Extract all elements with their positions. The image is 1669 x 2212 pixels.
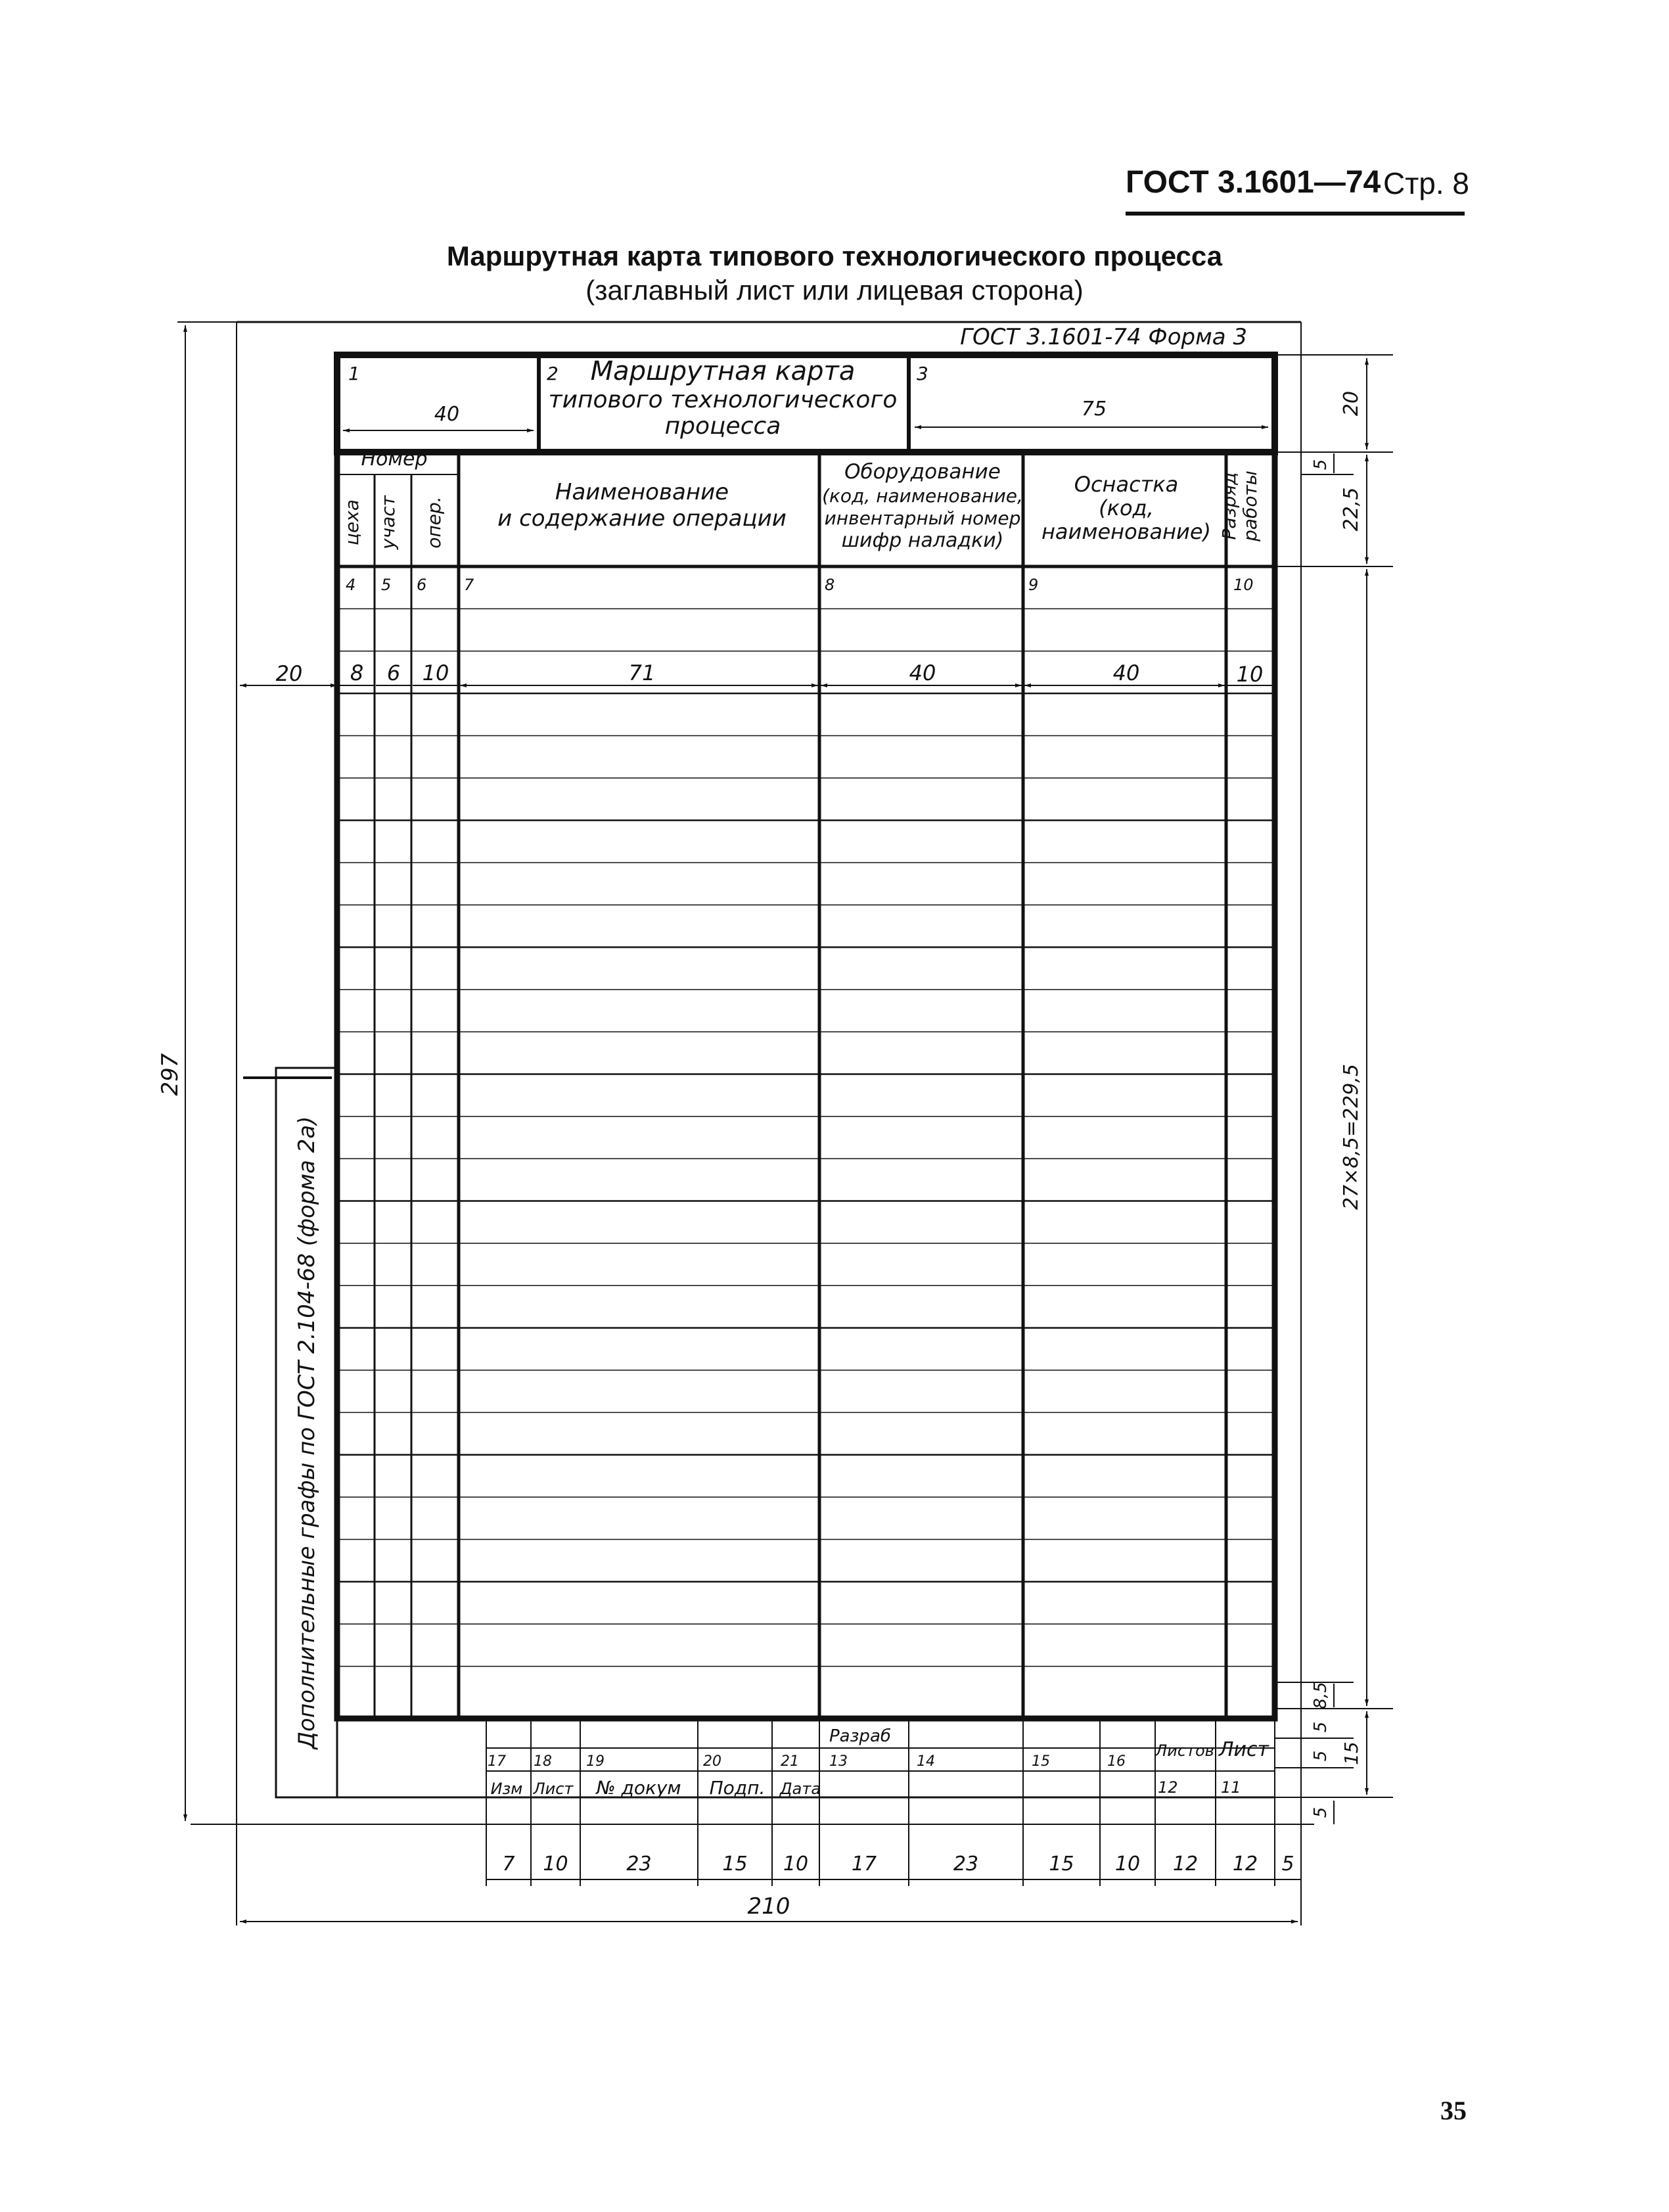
title-box-dim-right: 75 [1081, 398, 1107, 421]
page-dims [157, 325, 1298, 1922]
header-name-line2: и содержание операции [497, 505, 787, 532]
footer-podp: Подп. [709, 1777, 766, 1799]
header-tool-line3: наименование) [1041, 519, 1212, 544]
header-tool-line2: (код, [1099, 495, 1154, 520]
dim-right-15: 15 [1340, 1741, 1362, 1765]
dim-right-rows: 27×8,5=229,5 [1340, 1063, 1363, 1210]
bottom-dim-value: 10 [543, 1853, 568, 1876]
title-box-num2: 2 [547, 363, 559, 384]
bottom-dimensions [486, 1797, 1301, 1886]
header-equip-line4: шифр наладки) [841, 529, 1004, 552]
col-num-5: 5 [381, 576, 392, 594]
right-dims [1275, 355, 1393, 1824]
title-box-line1: Маршрутная карта [590, 356, 856, 386]
header-number: Номер [361, 448, 428, 471]
header-grade-line1: Разряд [1218, 472, 1240, 540]
width-col-7: 71 [628, 660, 656, 685]
width-col-9: 40 [1112, 660, 1140, 685]
dim-page-height: 297 [157, 1053, 183, 1096]
col-num-9: 9 [1028, 576, 1039, 594]
table-frame [337, 452, 1275, 1718]
bottom-dim-value: 15 [1049, 1853, 1074, 1876]
footer-n18: 18 [534, 1753, 552, 1770]
dim-left-margin: 20 [275, 661, 303, 686]
footer-n21: 21 [781, 1753, 799, 1770]
col-num-6: 6 [417, 576, 427, 594]
side-label: Дополнительные графы по ГОСТ 2.104-68 (форма 2а) [294, 1116, 320, 1749]
column-numbers [346, 576, 1254, 594]
footer-listov: Листов [1155, 1741, 1214, 1760]
dim-right-85: 8,5 [1311, 1682, 1331, 1709]
column-width-dims [240, 660, 1272, 687]
footer-razrab: Разраб [829, 1726, 891, 1746]
dim-right-225: 22,5 [1340, 487, 1363, 532]
footer-stamp [337, 1718, 1275, 1799]
bottom-dim-value: 7 [502, 1853, 515, 1876]
dim-right-top: 20 [1340, 390, 1363, 417]
route-table [337, 452, 1275, 1718]
bottom-dim-value: 5 [1281, 1853, 1294, 1876]
header-equip-line3: инвентарный номер [824, 507, 1021, 529]
bottom-dim-value: 12 [1232, 1853, 1258, 1876]
footer-izm: Изм [490, 1780, 523, 1798]
bottom-dim-value: 15 [722, 1853, 748, 1876]
footer-n14: 14 [917, 1753, 935, 1770]
page-number: 35 [1440, 2096, 1467, 2125]
col-num-7: 7 [464, 576, 474, 594]
header-tool-line1: Оснастка [1074, 472, 1179, 497]
footer-ndokum: № докум [596, 1777, 681, 1799]
footer-n16: 16 [1107, 1753, 1126, 1770]
header-name-line1: Наименование [555, 479, 729, 505]
footer-n19: 19 [586, 1753, 605, 1770]
bottom-dim-value: 23 [626, 1853, 652, 1876]
dim-page-width: 210 [747, 1893, 790, 1920]
title-box-num3: 3 [917, 363, 928, 384]
column-headers [341, 448, 1261, 552]
page-label: Стр. 8 [1383, 166, 1470, 200]
width-col-5: 6 [386, 660, 401, 685]
width-col-4: 8 [350, 660, 364, 685]
footer-n11: 11 [1221, 1778, 1241, 1797]
title-box-num1: 1 [348, 363, 360, 384]
header-equip-line1: Оборудование [844, 460, 1001, 484]
title-box-dim-left: 40 [434, 403, 460, 426]
footer-n20: 20 [703, 1753, 721, 1770]
header-equip-line2: (код, наименование, [822, 485, 1023, 507]
footer-n13: 13 [829, 1753, 848, 1770]
col-num-4: 4 [346, 576, 356, 594]
title-box-line2: типового технологического [548, 386, 898, 413]
document-title: Маршрутная карта типового технологического процесса [446, 241, 1223, 271]
dim-right-5b: 5 [1311, 1750, 1331, 1762]
col-num-8: 8 [825, 576, 835, 594]
width-col-8: 40 [909, 660, 936, 685]
standard-number: ГОСТ 3.1601—74 [1126, 165, 1381, 200]
footer-n15: 15 [1032, 1753, 1050, 1770]
width-col-6: 10 [422, 660, 449, 685]
header-operation: опер. [423, 496, 445, 549]
header-grade-line2: работы [1239, 471, 1261, 541]
bottom-dim-value: 10 [783, 1853, 809, 1876]
col-num-10: 10 [1233, 576, 1254, 594]
footer-list: Лист [1218, 1738, 1269, 1761]
title-block [337, 355, 1275, 452]
dim-right-bottom5: 5 [1311, 1807, 1331, 1818]
footer-n12: 12 [1158, 1778, 1178, 1797]
form-label: ГОСТ 3.1601-74 Форма 3 [960, 324, 1247, 350]
bottom-dim-value: 12 [1172, 1853, 1199, 1876]
header-section: участ [377, 495, 399, 549]
width-col-10: 10 [1236, 662, 1264, 687]
dim-right-5: 5 [1311, 459, 1331, 471]
side-box [243, 1068, 337, 1797]
footer-list2: Лист [533, 1780, 574, 1798]
bottom-dim-value: 23 [953, 1853, 979, 1876]
footer-data: Дата [779, 1780, 821, 1798]
bottom-dim-value: 10 [1114, 1853, 1141, 1876]
dim-right-5a: 5 [1311, 1721, 1331, 1733]
title-box-line3: процесса [664, 413, 781, 440]
header-shop: цеха [341, 499, 363, 546]
bottom-dim-value: 17 [851, 1853, 877, 1876]
document-subtitle: (заглавный лист или лицевая сторона) [585, 275, 1084, 306]
footer-n17: 17 [488, 1753, 506, 1770]
